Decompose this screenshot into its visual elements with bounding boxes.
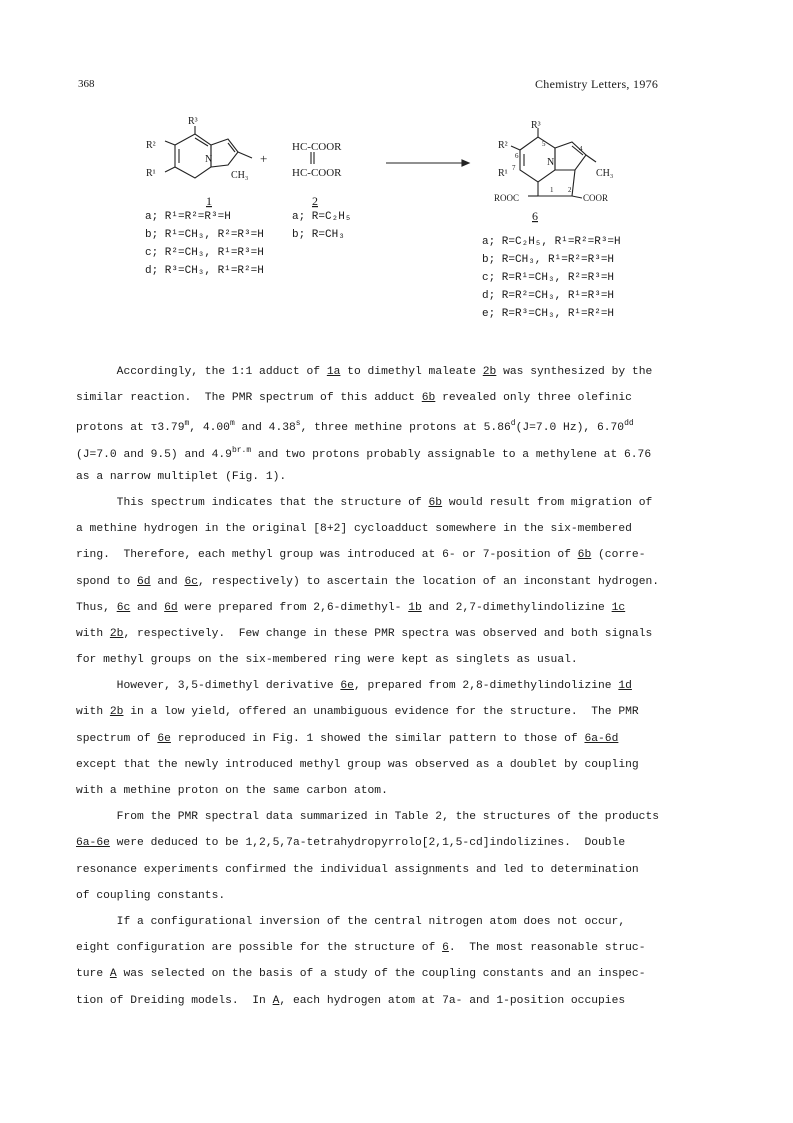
label6-rooc: ROOC	[494, 193, 520, 203]
label6-r3: R³	[531, 120, 541, 131]
paragraph-1-line-5: as a narrow multiplet (Fig. 1).	[76, 470, 287, 483]
paragraph-2-line-5: Thus, 6c and 6d were prepared from 2,6-dimethyl- 1b and 2,7-dimethylindolizine 1c	[76, 601, 626, 614]
paragraph-5-line-1: If a configurational inversion of the central nitrogen atom does not occur,	[76, 915, 626, 928]
compound-6-label: 6	[532, 209, 538, 223]
label6-r2: R²	[498, 140, 508, 151]
paragraph-2-line-4: spond to 6d and 6c, respectively) to ascertain the location of an inconstant hydrogen.	[76, 575, 660, 588]
plus-sign: +	[260, 151, 268, 166]
paragraph-1-line-1: Accordingly, the 1:1 adduct of 1a to dimethyl maleate 2b was synthesized by the	[76, 366, 653, 378]
c6-item-c: c; R=R¹=CH₃, R²=R³=H	[482, 272, 615, 284]
paragraph-3-line-4: except that the newly introduced methyl group was observed as a doublet by coupling	[76, 758, 639, 771]
label-r2: R²	[146, 140, 156, 151]
label6-r1: R¹	[498, 168, 508, 179]
running-header: Chemistry Letters, 1976	[535, 77, 659, 91]
reaction-scheme	[0, 0, 793, 360]
label-r3: R³	[188, 116, 198, 127]
paragraph-3-line-2: with 2b in a low yield, offered an unambiguous evidence for the structure. The PMR	[76, 706, 639, 719]
num-7: 7	[512, 164, 516, 172]
compound-2-label: 2	[312, 194, 318, 208]
reagent2-top: HC-COOR	[292, 141, 342, 153]
label-r1: R¹	[146, 168, 156, 179]
paragraph-2-line-7: for methyl groups on the six-membered ring were kept as singlets as usual.	[76, 654, 578, 667]
paragraph-2-line-3: ring. Therefore, each methyl group was introduced at 6- or 7-position of 6b (corre-	[76, 549, 646, 562]
paragraph-2-line-2: a methine hydrogen in the original [8+2] cycloadduct somewhere in the six-membered	[76, 523, 632, 536]
paragraph-2-line-1: This spectrum indicates that the structure of 6b would result from migration of	[76, 496, 653, 509]
paragraph-4-line-4: of coupling constants.	[76, 889, 226, 902]
paragraph-1-line-2: similar reaction. The PMR spectrum of this adduct 6b revealed only three olefinic	[76, 392, 632, 405]
c1-item-c: c; R²=CH₃, R¹=R³=H	[145, 247, 264, 259]
num-5: 5	[542, 140, 546, 148]
c2-item-b: b; R=CH₃	[292, 229, 345, 241]
c1-item-a: a; R¹=R²=R³=H	[145, 211, 231, 223]
paragraph-4-line-2: 6a-6e were deduced to be 1,2,5,7a-tetrahydropyrrolo[2,1,5-cd]indolizines. Double	[76, 837, 626, 850]
paragraph-3-line-1: However, 3,5-dimethyl derivative 6e, prepared from 2,8-dimethylindolizine 1d	[76, 680, 632, 693]
paragraph-5-line-3: ture A was selected on the basis of a study of the coupling constants and an inspec-	[76, 968, 646, 981]
label6-n: N	[547, 157, 555, 168]
c1-item-b: b; R¹=CH₃, R²=R³=H	[145, 229, 264, 241]
paragraph-4-line-1: From the PMR spectral data summarized in Table 2, the structures of the products	[76, 811, 660, 824]
label6-coor: COOR	[583, 193, 609, 203]
page-number: 368	[78, 78, 95, 90]
body-text	[76, 359, 736, 1014]
paragraph-1-line-3: protons at τ3.79$^m$, 4.00$^m$ and 4.38$^s$, three methine protons at 5.86$^d$(J=7.0 Hz), 6.70$^{dd}$	[76, 419, 634, 435]
c6-item-d: d; R=R²=CH₃, R¹=R³=H	[482, 290, 615, 302]
c6-item-e: e; R=R³=CH₃, R¹=R²=H	[482, 308, 615, 320]
paragraph-4-line-3: resonance experiments confirmed the individual assignments and led to determination	[76, 863, 639, 876]
paragraph-1-line-4: (J=7.0 and 9.5) and $4.9^{br.m}$ and two protons probably assignable to a methylene at 6.76	[76, 445, 652, 461]
num-6: 6	[515, 152, 519, 160]
paragraph-5-line-2: eight configuration are possible for the structure of 6. The most reasonable struc-	[76, 942, 646, 955]
paragraph-3-line-5: with a methine proton on the same carbon atom.	[76, 785, 388, 797]
label-n: N	[205, 154, 213, 165]
c6-item-a: a; R=C₂H₅, R¹=R²=R³=H	[482, 236, 621, 248]
paragraph-5-line-4: tion of Dreiding models. In A, each hydrogen atom at 7a- and 1-position occupies	[76, 994, 626, 1007]
label6-ch3: CH₃	[596, 168, 614, 179]
paragraph-3-line-3: spectrum of 6e reproduced in Fig. 1 showed the similar pattern to those of 6a-6d	[76, 732, 619, 745]
c2-item-a: a; R=C₂H₅	[292, 211, 352, 223]
compound-1-label: 1	[206, 194, 212, 208]
num-4: 4	[579, 145, 583, 153]
num-1: 1	[550, 186, 554, 194]
paragraph-2-line-6: with 2b, respectively. Few change in these PMR spectra was observed and both signals	[76, 627, 653, 640]
c1-item-d: d; R³=CH₃, R¹=R²=H	[145, 265, 264, 277]
num-2: 2	[568, 186, 572, 194]
label-ch3: CH₃	[231, 170, 249, 181]
reagent2-bottom: HC-COOR	[292, 167, 342, 179]
c6-item-b: b; R=CH₃, R¹=R²=R³=H	[482, 254, 615, 266]
